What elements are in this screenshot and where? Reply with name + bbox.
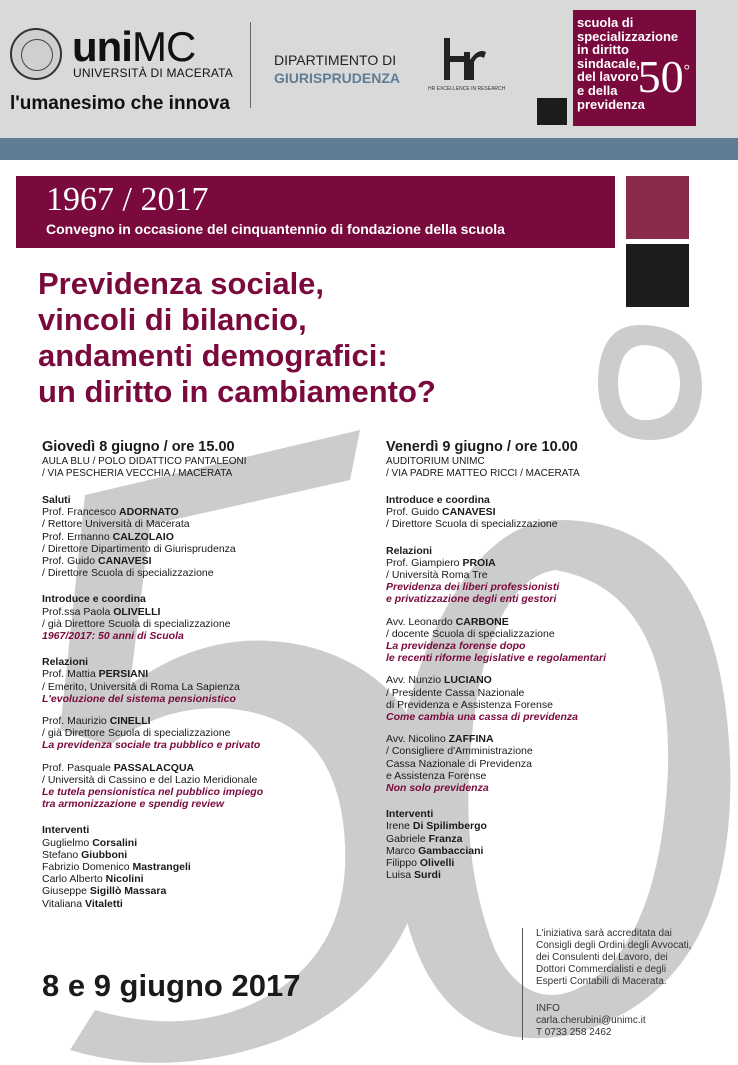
title-line: vincoli di bilancio,: [38, 302, 307, 337]
speaker-name: [386, 833, 686, 845]
speaker-prefix: Avv. Leonardo: [386, 615, 456, 628]
tagline: l'umanesimo che innova: [10, 93, 230, 114]
speaker-prefix: Prof. Francesco: [42, 506, 120, 519]
speaker-name: [42, 898, 342, 910]
talk-title: La previdenza forense dopo: [386, 640, 526, 653]
accreditation-divider: [522, 928, 523, 1040]
accreditation-line: Esperti Contabili di Macerata.: [536, 976, 667, 987]
talk-title: le recenti riforme legislative e regolamentari: [386, 652, 607, 665]
header-stripe: [0, 138, 738, 160]
speaker-name: [42, 837, 342, 849]
accreditation-line: Consigli degli Ordini degli Avvocati,: [536, 940, 692, 951]
speaker-prefix: Luisa: [386, 869, 415, 882]
department-line1: DIPARTIMENTO DI: [274, 52, 397, 68]
title-line: andamenti demografici:: [38, 338, 388, 373]
talk-title: Non solo previdenza: [386, 782, 489, 795]
speaker-role: / Università di Cassino e del Lazio Meridionale: [42, 773, 258, 786]
speaker-prefix: Prof. Maurizio: [42, 715, 110, 728]
school-badge-line: in diritto: [577, 42, 629, 58]
title-line: Previdenza sociale,: [38, 266, 325, 301]
speaker-prefix: Stefano: [42, 848, 82, 861]
day2-heading: Venerdì 9 giugno / ore 10.00: [386, 439, 578, 455]
speaker-surname: Giubboni: [81, 848, 128, 861]
speaker-name: [386, 845, 686, 857]
speaker-surname: PERSIANI: [98, 668, 149, 681]
relazioni-list: [386, 557, 686, 794]
interventi-list: [42, 837, 342, 910]
relazione-item: [42, 668, 342, 705]
speaker-name: [386, 733, 686, 745]
relazione-item: [386, 674, 686, 723]
speaker-prefix: Avv. Nicolino: [386, 733, 449, 746]
info-phone[interactable]: T 0733 258 2462: [536, 1027, 612, 1038]
speaker-surname: Nicolini: [105, 873, 144, 886]
intro-role: / Direttore Scuola di specializzazione: [386, 518, 558, 531]
accreditation-note: [536, 928, 726, 988]
speaker-surname: Vitaletti: [85, 897, 123, 910]
saluti-list: [42, 506, 342, 579]
speaker-name: [42, 715, 342, 727]
speaker-name: [42, 668, 342, 680]
speaker-surname: Olivelli: [419, 857, 455, 870]
talk-title: Previdenza dei liberi professionisti: [386, 581, 560, 594]
banner-subtitle: Convegno in occasione del cinquantennio di fondazione della scuola: [46, 221, 505, 237]
speaker-name: [386, 869, 686, 881]
speaker-role: / Rettore Università di Macerata: [42, 518, 190, 531]
speaker-role: / Direttore Dipartimento di Giurisprudenza: [42, 542, 236, 555]
speaker-name: [42, 506, 342, 518]
speaker-role: / Direttore Scuola di specializzazione: [42, 567, 214, 580]
speaker-name: [386, 857, 686, 869]
relazione-item: [42, 762, 342, 811]
anniversary-banner: [16, 176, 615, 248]
speaker-surname: Franza: [428, 832, 463, 845]
talk-title: e privatizzazione degli enti gestori: [386, 593, 557, 606]
school-badge-line: sindacale,: [577, 55, 640, 71]
speaker-name: [42, 861, 342, 873]
school-badge: [573, 10, 696, 126]
interventi-label: Interventi: [386, 808, 434, 821]
speaker-surname: CALZOLAIO: [112, 530, 174, 543]
speaker-prefix: Prof. Pasquale: [42, 761, 114, 774]
black-square: [537, 98, 567, 125]
title-line: un diritto in cambiamento?: [38, 374, 436, 409]
day2-location: AUDITORIUM UNIMC: [386, 456, 485, 467]
day2-program: [386, 438, 686, 881]
speaker-surname: PROIA: [462, 556, 496, 569]
speaker-prefix: Avv. Nunzio: [386, 674, 444, 687]
hr-excellence-logo-icon: [440, 30, 490, 90]
speaker-name: [42, 762, 342, 774]
university-seal-icon: [10, 28, 62, 80]
banner-year: 1967 / 2017: [46, 181, 209, 218]
talk-title: La previdenza sociale tra pubblico e privato: [42, 739, 261, 752]
speaker-prefix: Giuseppe: [42, 885, 90, 898]
speaker-surname: ADORNATO: [119, 506, 179, 519]
header-divider: [250, 22, 251, 108]
interventi-label: Interventi: [42, 824, 90, 837]
speaker-name: [42, 531, 342, 543]
school-badge-line: del lavoro: [577, 69, 639, 85]
speaker-name: [42, 873, 342, 885]
relazione-item: [386, 557, 686, 606]
intro-label: Introduce e coordina: [42, 593, 146, 606]
speaker-prefix: Prof. Mattia: [42, 668, 99, 681]
speaker-surname: Corsalini: [92, 836, 138, 849]
day1-program: [42, 438, 342, 910]
speaker-prefix: Guglielmo: [42, 836, 93, 849]
intro-speaker: Prof. Guido CANAVESI: [386, 506, 496, 519]
accreditation-line: Dottori Commercialisti e degli: [536, 964, 667, 975]
maroon-square: [626, 176, 689, 239]
conference-title: [38, 266, 436, 410]
department-line2: GIURISPRUDENZA: [274, 70, 401, 86]
black-square-large: [626, 244, 689, 307]
speaker-surname: LUCIANO: [443, 674, 492, 687]
school-badge-line: previdenza: [577, 96, 645, 112]
relazione-item: [386, 733, 686, 794]
speaker-prefix: Gabriele: [386, 832, 429, 845]
speaker-name: [42, 849, 342, 861]
speaker-name: [386, 674, 686, 686]
speaker-surname: ZAFFINA: [448, 733, 494, 746]
speaker-prefix: Prof. Ermanno: [42, 530, 113, 543]
speaker-surname: CINELLI: [109, 715, 151, 728]
day1-location: AULA BLU / POLO DIDATTICO PANTALEONI: [42, 456, 247, 467]
intro-label: Introduce e coordina: [386, 494, 490, 506]
info-email[interactable]: carla.cherubini@unimc.it: [536, 1015, 646, 1026]
intro-talk: 1967/2017: 50 anni di Scuola: [42, 630, 184, 643]
relazioni-label: Relazioni: [386, 544, 433, 557]
speaker-surname: CARBONE: [455, 615, 509, 628]
talk-title: Le tutela pensionistica nel pubblico impiego: [42, 786, 264, 799]
intro-role: / già Direttore Scuola di specializzazione: [42, 617, 231, 630]
speaker-name: [42, 885, 342, 897]
school-50-mark: 50°: [637, 51, 690, 102]
unimc-logo: uniMC: [72, 23, 196, 70]
speaker-prefix: Prof. Guido: [42, 555, 99, 568]
speaker-surname: Sigillò Massara: [89, 885, 167, 898]
day1-location: / VIA PESCHERIA VECCHIA / MACERATA: [42, 468, 233, 479]
speaker-surname: Gambacciani: [418, 844, 484, 857]
speaker-role: / Consigliere d'Amministrazione: [386, 745, 533, 758]
speaker-role: di Previdenza e Assistenza Forense: [386, 698, 553, 711]
speaker-role: / già Direttore Scuola di specializzazione: [42, 727, 231, 740]
speaker-prefix: Vitaliana: [42, 897, 86, 910]
accreditation-line: L'iniziativa sarà accreditata dai: [536, 928, 672, 939]
speaker-prefix: Filippo: [386, 857, 420, 870]
interventi-list: [386, 820, 686, 881]
speaker-prefix: Marco: [386, 844, 419, 857]
talk-title: tra armonizzazione e spendig review: [42, 798, 225, 811]
relazione-item: [386, 616, 686, 665]
speaker-prefix: Irene: [386, 820, 413, 833]
speaker-role: / Emerito, Università di Roma La Sapienza: [42, 680, 240, 693]
relazioni-list: [42, 668, 342, 810]
school-badge-line: specializzazione: [577, 28, 679, 44]
talk-title: Come cambia una cassa di previdenza: [386, 711, 578, 724]
school-badge-line: e della: [577, 82, 618, 98]
info-label: INFO: [536, 1003, 560, 1014]
speaker-role: / Presidente Cassa Nazionale: [386, 686, 525, 699]
speaker-prefix: Prof. Giampiero: [386, 556, 463, 569]
accreditation-line: dei Consulenti del Lavoro, dei: [536, 952, 668, 963]
speaker-surname: CANAVESI: [98, 555, 152, 568]
relazione-item: [42, 715, 342, 752]
header-band: [0, 0, 738, 138]
speaker-surname: Di Spilimbergo: [412, 820, 487, 833]
speaker-role: / docente Scuola di specializzazione: [386, 627, 555, 640]
speaker-role: / Università Roma Tre: [386, 569, 488, 582]
speaker-surname: PASSALACQUA: [113, 761, 195, 774]
hr-excellence-text: HR EXCELLENCE IN RESEARCH: [428, 86, 506, 92]
speaker-name: [42, 555, 342, 567]
talk-title: L'evoluzione del sistema pensionistico: [42, 692, 236, 705]
day1-heading: Giovedì 8 giugno / ore 15.00: [42, 439, 235, 455]
speaker-name: [386, 820, 686, 832]
day2-location: / VIA PADRE MATTEO RICCI / MACERATA: [386, 468, 580, 479]
school-badge-line: scuola di: [577, 15, 634, 30]
relazioni-label: Relazioni: [42, 656, 89, 669]
speaker-surname: Mastrangeli: [132, 861, 191, 874]
info-block: [536, 1003, 726, 1039]
speaker-prefix: Carlo Alberto: [42, 873, 106, 886]
university-name: UNIVERSITÀ DI MACERATA: [73, 66, 233, 80]
speaker-name: [386, 616, 686, 628]
saluti-label: Saluti: [42, 494, 71, 506]
speaker-role: Cassa Nazionale di Previdenza: [386, 757, 532, 770]
speaker-prefix: Fabrizio Domenico: [42, 861, 133, 874]
event-dates: 8 e 9 giugno 2017: [42, 968, 301, 1003]
speaker-name: [386, 557, 686, 569]
intro-speaker: Prof.ssa Paola OLIVELLI: [42, 605, 161, 618]
speaker-surname: Surdi: [414, 869, 441, 882]
speaker-role: e Assistenza Forense: [386, 769, 487, 782]
